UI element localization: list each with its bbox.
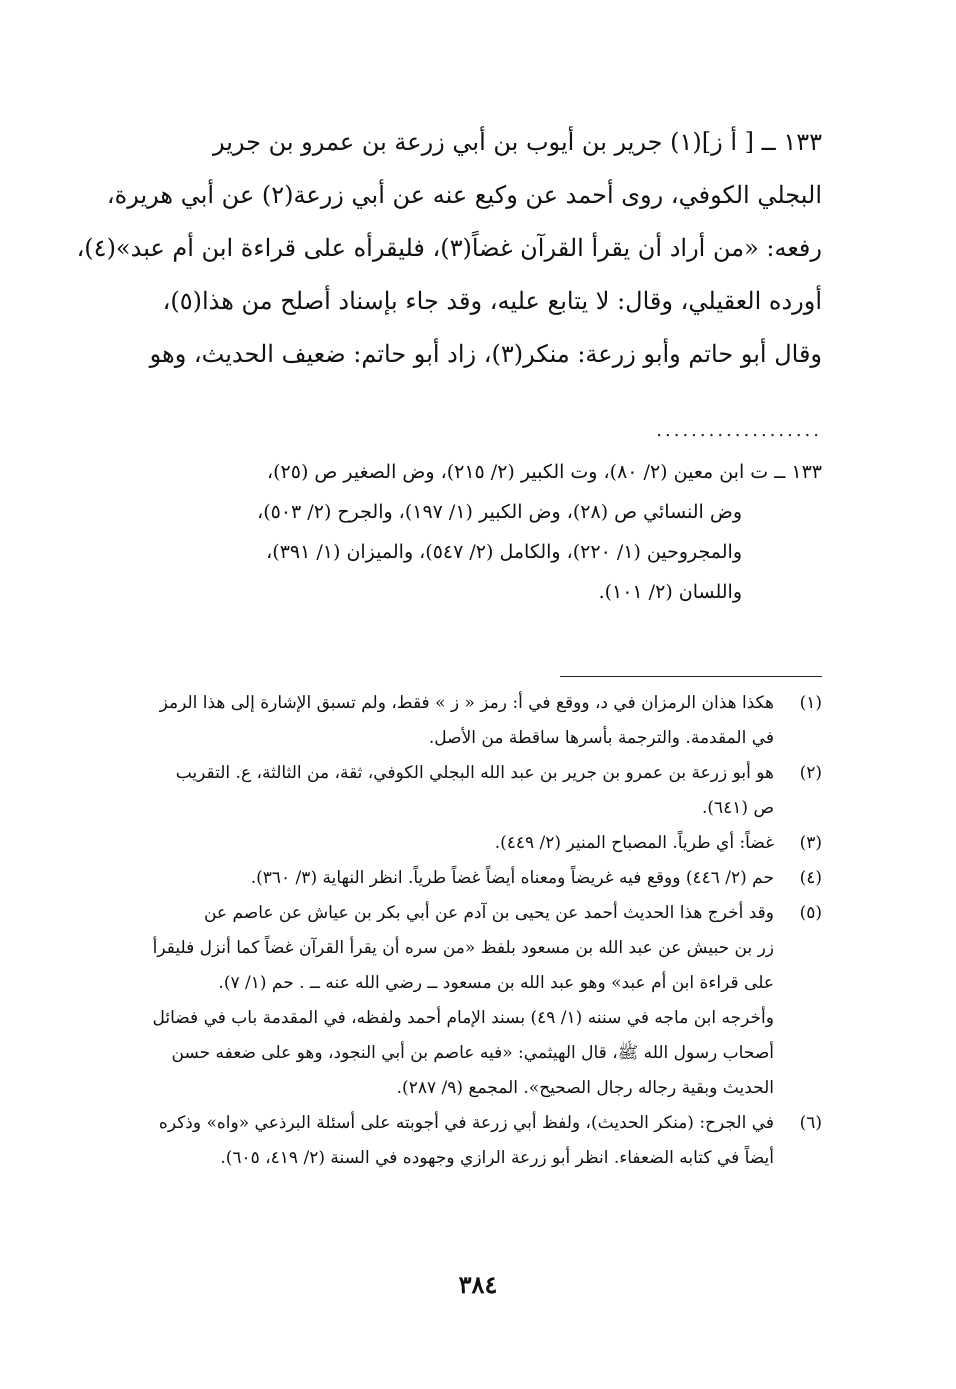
entry-line: وقال أبو حاتم وأبو زرعة: منكر(٣)، زاد أبو حاتم: ضعيف الحديث، وهو bbox=[149, 340, 822, 368]
footnote-6 bbox=[70, 1106, 822, 1176]
footnote-number: (٥) bbox=[799, 903, 822, 923]
footnote-divider bbox=[560, 676, 822, 677]
sources-line: والمجروحين (١/ ٢٢٠)، والكامل (٢/ ٥٤٧)، والميزان (١/ ٣٩١)، bbox=[266, 541, 742, 563]
footnote-line: زر بن حبيش عن عبد الله بن مسعود بلفظ «من سره أن يقرأ القرآن غضاً كما أنزل فليقرأ bbox=[152, 938, 774, 958]
footnote-5 bbox=[70, 896, 822, 1106]
footnote-line: الحديث وبقية رجاله رجال الصحيح». المجمع (٩/ ٢٨٧). bbox=[396, 1078, 774, 1098]
footnote-4 bbox=[70, 861, 822, 896]
dotted-separator: ................... bbox=[656, 420, 822, 438]
footnote-line: على قراءة ابن أم عبد» وهو عبد الله بن مسعود ــ رضي الله عنه ــ . حم (١/ ٧). bbox=[218, 973, 774, 993]
entry-line: رفعه: «من أراد أن يقرأ القرآن غضاً(٣)، فليقرأه على قراءة ابن أم عبد»(٤)، bbox=[76, 234, 822, 262]
sources-line: وض النسائي ص (٢٨)، وض الكبير (١/ ١٩٧)، والجرح (٢/ ٥٠٣)، bbox=[257, 501, 742, 523]
footnote-line: أصحاب رسول الله ﷺ، قال الهيثمي: «فيه عاصم بن أبي النجود، وهو على ضعفه حسن bbox=[171, 1043, 774, 1063]
sources-line: ١٣٣ ــ ت ابن معين (٢/ ٨٠)، وت الكبير (٢/ ٢١٥)، وض الصغير ص (٢٥)، bbox=[266, 461, 822, 483]
footnotes bbox=[70, 686, 822, 1176]
footnote-line: ص (٦٤١). bbox=[701, 798, 774, 818]
footnote-number: (٦) bbox=[799, 1113, 822, 1133]
footnote-number: (٣) bbox=[799, 833, 822, 853]
footnote-number: (٢) bbox=[799, 763, 822, 783]
entry-line: أورده العقيلي، وقال: لا يتابع عليه، وقد جاء بإسناد أصلح من هذا(٥)، bbox=[162, 287, 822, 315]
footnote-3 bbox=[70, 826, 822, 861]
entry-line: البجلي الكوفي، روى أحمد عن وكيع عنه عن أبي زرعة(٢) عن أبي هريرة، bbox=[106, 181, 822, 209]
footnote-number: (٤) bbox=[799, 868, 822, 888]
footnote-line: حم (٢/ ٤٤٦) ووقع فيه غريضاً ومعناه أيضاً غضاً طرياً. انظر النهاية (٣/ ٣٦٠). bbox=[250, 868, 774, 888]
footnote-2 bbox=[70, 756, 822, 826]
footnote-line: غضاً: أي طرياً. المصباح المنير (٢/ ٤٤٩). bbox=[494, 833, 774, 853]
sources-line: واللسان (٢/ ١٠١). bbox=[598, 581, 742, 603]
footnote-line: أيضاً في كتابه الضعفاء. انظر أبو زرعة الرازي وجهوده في السنة (٢/ ٤١٩، ٦٠٥). bbox=[220, 1148, 774, 1168]
footnote-line: هكذا هذان الرمزان في د، ووقع في أ: رمز « ز » فقط، ولم تسبق الإشارة إلى هذا الرمز bbox=[159, 693, 774, 713]
main-entry-text bbox=[70, 116, 822, 381]
entry-line: ١٣٣ ــ [ أ ز](١) جرير بن أيوب بن أبي زرعة بن عمرو بن جرير bbox=[212, 128, 822, 156]
footnote-number: (١) bbox=[799, 693, 822, 713]
footnote-line: في المقدمة. والترجمة بأسرها ساقطة من الأصل. bbox=[428, 728, 774, 748]
footnote-line: وأخرجه ابن ماجه في سننه (١/ ٤٩) بسند الإمام أحمد ولفظه، في المقدمة باب في فضائل bbox=[152, 1008, 774, 1028]
footnote-1 bbox=[70, 686, 822, 756]
footnote-line: وقد أخرج هذا الحديث أحمد عن يحيى بن آدم عن أبي بكر بن عياش عن عاصم عن bbox=[203, 903, 774, 923]
footnote-line: في الجرح: (منكر الحديث)، ولفظ أبي زرعة في أجوبته على أسئلة البرذعي «واه» وذكره bbox=[158, 1113, 774, 1133]
page-number: ٣٨٤ bbox=[458, 1270, 498, 1299]
sources-list bbox=[70, 452, 822, 612]
footnote-line: هو أبو زرعة بن عمرو بن جرير بن عبد الله البجلي الكوفي، ثقة، من الثالثة، ع. التقريب bbox=[175, 763, 774, 783]
